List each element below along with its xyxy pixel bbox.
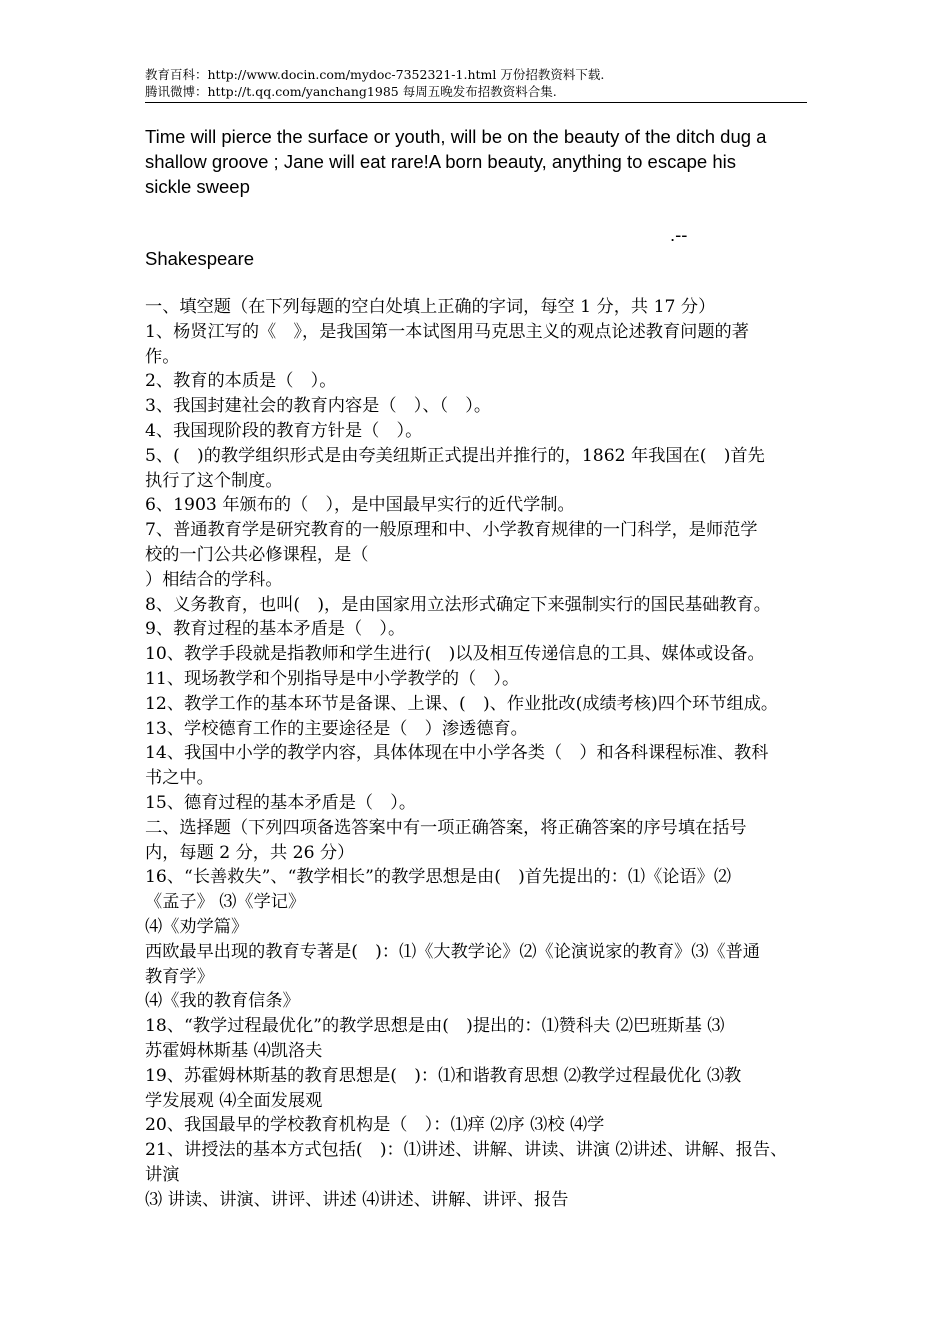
- exam-text-line: 20、我国最早的学校教育机构是（ ）：⑴痒 ⑵序 ⑶校 ⑷学: [145, 1115, 605, 1136]
- exam-text-line: 教育学》: [145, 966, 214, 987]
- exam-text-line: 18、“教学过程最优化”的教学思想是由( )提出的：⑴赞科夫 ⑵巴班斯基 ⑶: [145, 1016, 725, 1037]
- exam-text-line: 12、教学工作的基本环节是备课、上课、( )、作业批改(成绩考核)四个环节组成。: [145, 693, 779, 714]
- exam-text-line: 苏霍姆林斯基 ⑷凯洛夫: [145, 1040, 323, 1061]
- exam-text-line: 6、1903 年颁布的（ ），是中国最早实行的近代学制。: [145, 495, 575, 516]
- exam-text-line: 1、杨贤江写的《 》，是我国第一本试图用马克思主义的观点论述教育问题的著: [145, 321, 749, 342]
- header-line-docin: 教育百科：http://www.docin.com/mydoc-7352321-1.html 万份招教资料下载.: [145, 67, 605, 82]
- exam-text-line: 14、我国中小学的教学内容，具体体现在中小学各类（ ）和各科课程标准、教科: [145, 743, 769, 764]
- exam-text-line: 19、苏霍姆林斯基的教育思想是( )：⑴和谐教育思想 ⑵教学过程最优化 ⑶教: [145, 1065, 742, 1086]
- exam-text-line: ）相结合的学科。: [145, 569, 283, 590]
- exam-text-line: ⑷《我的教育信条》: [145, 991, 300, 1012]
- exam-text-line: 10、教学手段就是指教师和学生进行( )以及相互传递信息的工具、媒体或设备。: [145, 644, 765, 665]
- exam-text-line: ⑷《劝学篇》: [145, 916, 249, 937]
- exam-text-line: 7、普通教育学是研究教育的一般原理和中、小学教育规律的一门科学，是师范学: [145, 520, 758, 541]
- exam-text-line: 《孟子》 ⑶《学记》: [145, 892, 306, 913]
- exam-text-line: 学发展观 ⑷全面发展观: [145, 1090, 323, 1111]
- quote-line: Time will pierce the surface or youth, will be on the beauty of the ditch dug a: [145, 126, 767, 147]
- exam-text-line: 3、我国封建社会的教育内容是（ ）、（ ）。: [145, 396, 492, 417]
- page-header: [145, 66, 807, 103]
- exam-text-line: 作。: [145, 346, 180, 367]
- exam-text-line: 5、( )的教学组织形式是由夸美纽斯正式提出并推行的，1862 年我国在( )首先: [145, 445, 765, 466]
- exam-text-line: 书之中。: [145, 768, 214, 789]
- exam-text-line: 内，每题 2 分，共 26 分）: [145, 842, 355, 863]
- quote-line: shallow groove ; Jane will eat rare!A born beauty, anything to escape his: [145, 151, 736, 172]
- exam-text-line: 8、义务教育，也叫( )，是由国家用立法形式确定下来强制实行的国民基础教育。: [145, 594, 771, 615]
- exam-text-line: 校的一门公共必修课程，是（: [145, 544, 369, 565]
- exam-text-line: 二、选择题（下列四项备选答案中有一项正确答案，将正确答案的序号填在括号: [145, 817, 747, 838]
- exam-text-line: 11、现场教学和个别指导是中小学教学的（ ）。: [145, 668, 520, 689]
- exam-text-line: ⑶ 讲读、讲演、讲评、讲述 ⑷讲述、讲解、讲评、报告: [145, 1189, 569, 1210]
- exam-text-line: 21、讲授法的基本方式包括( )：⑴讲述、讲解、讲读、讲演 ⑵讲述、讲解、报告、: [145, 1140, 788, 1161]
- exam-text-line: 西欧最早出现的教育专著是( )：⑴《大教学论》⑵《论演说家的教育》⑶《普通: [145, 941, 760, 962]
- exam-text-line: 13、学校德育工作的主要途径是（ ）渗透德育。: [145, 718, 528, 739]
- quote-block: [145, 124, 810, 199]
- exam-text-line: 15、德育过程的基本矛盾是（ ）。: [145, 792, 417, 813]
- exam-text-line: 讲演: [145, 1164, 180, 1185]
- exam-text-line: 9、教育过程的基本矛盾是（ ）。: [145, 619, 406, 640]
- exam-text-line: 一、填空题（在下列每题的空白处填上正确的字词，每空 1 分，共 17 分）: [145, 297, 716, 317]
- quote-attribution-dash: .--: [670, 224, 688, 245]
- quote-author: Shakespeare: [145, 248, 255, 269]
- exam-text-line: 4、我国现阶段的教育方针是（ ）。: [145, 420, 423, 441]
- header-line-weibo: 腾讯微博：http://t.qq.com/yanchang1985 每周五晚发布招教资料合集.: [145, 84, 557, 99]
- quote-line: sickle sweep: [145, 176, 250, 197]
- exam-text-line: 执行了这个制度。: [145, 470, 283, 491]
- exam-body: [145, 295, 813, 1212]
- exam-text-line: 16、“长善救失”、“教学相长”的教学思想是由( )首先提出的：⑴《论语》⑵: [145, 867, 732, 888]
- exam-text-line: 2、教育的本质是（ ）。: [145, 371, 337, 392]
